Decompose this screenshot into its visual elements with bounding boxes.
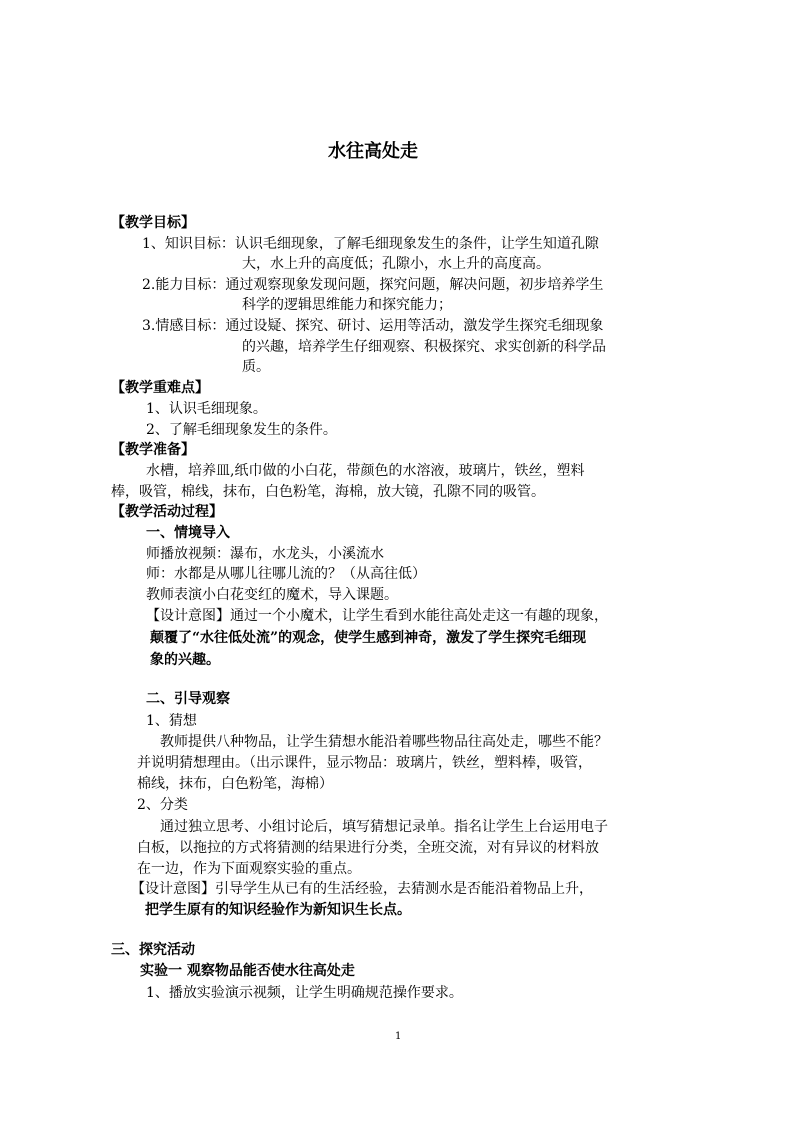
goals-line: 质。	[242, 359, 270, 375]
page-number: 1	[395, 1031, 402, 1042]
section-line: 1、播放实验演示视频，让学生明确规范操作要求。	[146, 985, 463, 1001]
section-line: 教师表演小白花变红的魔术，导入课题。	[146, 587, 398, 603]
paragraph-line: 棉线，抹布，白色粉笔，海棉）	[137, 776, 333, 792]
goals-line: 1、知识目标：认识毛细现象，了解毛细现象发生的条件，让学生知道孔隙	[142, 236, 599, 252]
key-points-header: 【教学重难点】	[111, 380, 209, 396]
section-line: 师播放视频：瀑布，水龙头，小溪流水	[146, 546, 384, 562]
section-heading: 二、引导观察	[146, 691, 230, 707]
key-points-line: 2、了解毛细现象发生的条件。	[146, 422, 337, 438]
paragraph-line: 教师提供八种物品，让学生猜想水能沿着哪些物品往高处走，哪些不能？	[160, 734, 608, 750]
design-intent: 颠覆了“水往低处流”的观念，使学生感到神奇，激发了学生探究毛细现	[150, 630, 587, 646]
goals-line: 科学的逻辑思维能力和探究能力；	[242, 297, 452, 313]
design-intent: 【设计意图】通过一个小魔术，让学生看到水能往高处走这一有趣的现象，	[146, 608, 608, 624]
goals-header: 【教学目标】	[111, 215, 195, 231]
design-intent: 【设计意图】引导学生从已有的生活经验，去猜测水是否能沿着物品上升，	[131, 881, 593, 897]
design-intent: 象的兴趣。	[150, 652, 220, 668]
page-title: 水往高处走	[328, 141, 418, 162]
experiment-heading: 实验一 观察物品能否使水往高处走	[140, 963, 355, 979]
paragraph-line: 白板，以拖拉的方式将猜测的结果进行分类，全班交流，对有异议的材料放	[137, 840, 599, 856]
goals-line: 大，水上升的高度低；孔隙小，水上升的高度高。	[242, 256, 550, 272]
paragraph-line: 并说明猜想理由。（出示课件，显示物品：玻璃片，铁丝，塑料棒，吸管，	[137, 755, 592, 771]
goals-line: 2.能力目标：通过观察现象发现问题，探究问题，解决问题，初步培养学生	[142, 277, 604, 293]
goals-line: 3.情感目标：通过设疑、探究、研讨、运用等活动，激发学生探究毛细现象	[142, 318, 604, 334]
section-heading: 一、情境导入	[146, 525, 230, 541]
subsection-heading: 2、分类	[137, 797, 188, 813]
section-line: 师：水都是从哪儿往哪儿流的？（从高往低）	[146, 566, 426, 582]
paragraph-line: 通过独立思考、小组讨论后，填写猜想记录单。指名让学生上台运用电子	[160, 819, 608, 835]
design-intent: 把学生原有的知识经验作为新知识生长点。	[145, 902, 411, 918]
key-points-line: 1、认识毛细现象。	[146, 401, 267, 417]
section-heading: 三、探究活动	[111, 942, 195, 958]
prep-header: 【教学准备】	[111, 442, 195, 458]
prep-line: 棒，吸管，棉线，抹布，白色粉笔，海棉，放大镜，孔隙不同的吸管。	[111, 484, 545, 500]
prep-line: 水槽，培养皿,纸巾做的小白花，带颜色的水溶液，玻璃片，铁丝，塑料	[146, 463, 585, 479]
goals-line: 的兴趣，培养学生仔细观察、积极探究、求实创新的科学品	[242, 339, 606, 355]
paragraph-line: 在一边，作为下面观察实验的重点。	[137, 861, 361, 877]
subsection-heading: 1、猜想	[146, 713, 197, 729]
process-header: 【教学活动过程】	[111, 504, 223, 520]
